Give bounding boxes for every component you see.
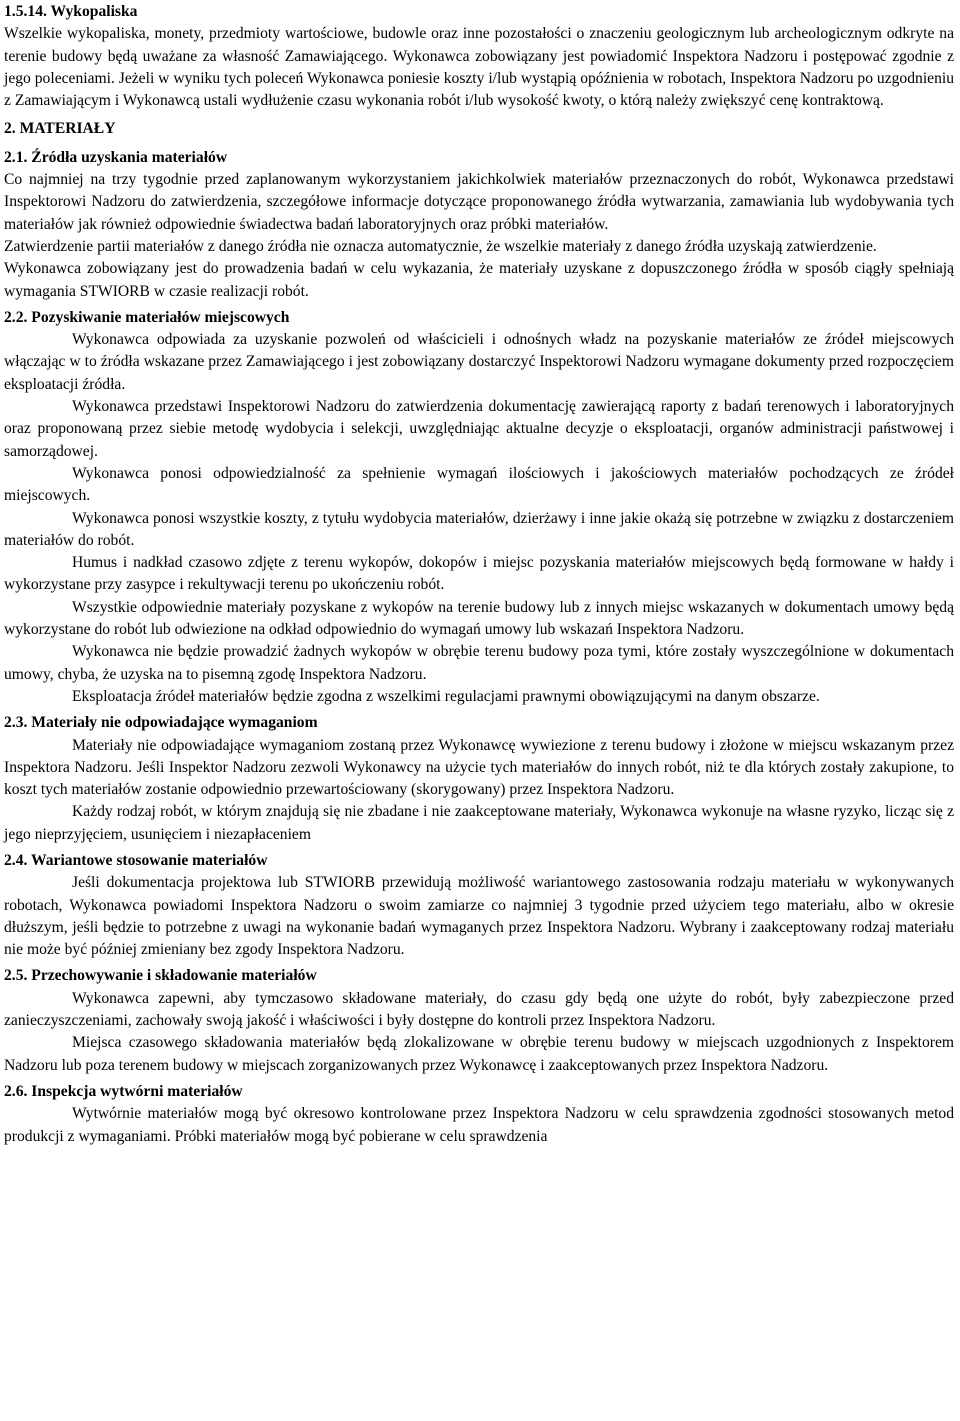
paragraph: Materiały nie odpowiadające wymaganiom zostaną przez Wykonawcę wywiezione z terenu budowy i złożone w miejscu wskazanym przez Inspektora Nadzoru. Jeśli Inspektor Nadzoru zezwoli Wykonawcy na użycie tych materiałów do innych robót, niż te dla których zostały zakupione, to koszt tych materiałów zostanie odpowiednio przewartościowany (skorygowany) przez Inspektora Nadzoru.: [4, 736, 954, 799]
section-przechowywanie: [4, 965, 954, 1076]
paragraph: Wykonawca ponosi odpowiedzialność za spełnienie wymagań ilościowych i jakościowych materiałów pochodzących ze źródeł miejscowych.: [4, 464, 954, 505]
paragraph: Wykonawca odpowiada za uzyskanie pozwoleń od właścicieli i odnośnych władz na pozyskanie materiałów ze źródeł miejscowych włączając w to źródła wskazane przez Zamawiającego i jest zobowiązany dostarczyć Inspektorowi Nadzoru wymagane dokumenty przed rozpoczęciem eksploatacji źródła.: [4, 331, 954, 393]
section-pozyskiwanie-miejscowych: [4, 307, 954, 708]
paragraph: Wytwórnie materiałów mogą być okresowo kontrolowane przez Inspektora Nadzoru w celu sprawdzenia zgodności stosowanych metod produkcji z wymaganiami. Próbki materiałów mogą być pobierane w celu sprawdzenia: [4, 1105, 954, 1145]
paragraph: Humus i nadkład czasowo zdjęte z terenu wykopów, dokopów i miejsc pozyskania materiałów miejscowych będą formowane w hałdy i wykorzystane przy zasypce i rekultywacji terenu po ukończeniu robót.: [4, 554, 954, 594]
paragraph: Miejsca czasowego składowania materiałów będą zlokalizowane w obrębie terenu budowy w miejscach uzgodnionych z Inspektorem Nadzoru lub poza terenem budowy w miejscach zorganizowanych przez Wykonawcę i zaakceptowanych przez Inspektora Nadzoru.: [4, 1034, 954, 1074]
section-heading: 2.4. Wariantowe stosowanie materiałów: [4, 851, 268, 869]
section-materialy: [4, 118, 954, 140]
paragraph: Wszelkie wykopaliska, monety, przedmioty wartościowe, budowle oraz inne pozostałości o znaczeniu geologicznym lub archeologicznym odkryte na terenie budowy będą uważane za własność Zamawiającego. Wykonawca zobowiązany jest powiadomić Inspektora Nadzoru i postępować zgodnie z jego poleceniami. Jeżeli w wyniku tych poleceń Wykonawca poniesie koszty i/lub wystąpią opóźnienia w robotach, Inspektora Nadzoru po uzgodnieniu z Zamawiającym i Wykonawcą ustali wydłużenie czasu wykonania robót i/lub wysokość kwoty, o którą należy zwiększyć cenę kontraktową.: [4, 25, 954, 110]
paragraph: Wykonawca zapewni, aby tymczasowo składowane materiały, do czasu gdy będą one użyte do robót, były zabezpieczone przed zanieczyszczeniami, zachowały swoją jakość i właściwości i były dostępne do kontroli przez Inspektora Nadzoru.: [4, 989, 954, 1030]
section-heading: 2.3. Materiały nie odpowiadające wymaganiom: [4, 714, 318, 732]
paragraph: Jeśli dokumentacja projektowa lub STWIORB przewidują możliwość wariantowego zastosowania rodzaju materiału w wykonywanych robotach, Wykonawca powiadomi Inspektora Nadzoru o swoim zamiarze co najmniej 3 tygodnie przed użyciem tego materiału, albo w okresie dłuższym, jeśli będzie to potrzebne z uwagi na wykonanie badań wymaganych przez Inspektora Nadzoru. Wybrany i zaakceptowany rodzaj materiału nie może być później zmieniany bez zgody Inspektora Nadzoru.: [4, 874, 954, 959]
paragraph: Eksploatacja źródeł materiałów będzie zgodna z wszelkimi regulacjami prawnymi obowiązującymi na danym obszarze.: [72, 687, 820, 705]
section-inspekcja-wytworni: [4, 1081, 954, 1148]
chapter-heading: 2. MATERIAŁY: [4, 120, 116, 138]
paragraph: Każdy rodzaj robót, w którym znajdują się nie zbadane i nie zaakceptowane materiały, Wykonawca wykonuje na własne ryzyko, licząc się z jego nieprzyjęciem, usunięciem i niezapłaceniem: [4, 803, 954, 843]
section-heading: 1.5.14. Wykopaliska: [4, 3, 138, 20]
section-wariantowe-stosowanie: [4, 850, 954, 961]
section-heading: 2.1. Źródła uzyskania materiałów: [4, 148, 228, 166]
paragraph: Co najmniej na trzy tygodnie przed zaplanowanym wykorzystaniem jakichkolwiek materiałów przeznaczonych do robót, Wykonawca przedstawi Inspektorowi Nadzoru do zatwierdzenia, szczegółowe informacje dotyczące proponowanego źródła wytwarzania, zamawiania lub wydobywania tych materiałów jak również odpowiednie świadectwa badań laboratoryjnych oraz próbki materiałów.: [4, 171, 954, 233]
paragraph: Wykonawca ponosi wszystkie koszty, z tytułu wydobycia materiałów, dzierżawy i inne jakie okażą się potrzebne w związku z dostarczeniem materiałów do robót.: [4, 509, 954, 549]
section-heading: 2.5. Przechowywanie i składowanie materiałów: [4, 967, 317, 985]
section-materialy-nieodpowiadajace: [4, 712, 954, 846]
section-zrodla-uzyskania: [4, 147, 954, 303]
paragraph: Wykonawca przedstawi Inspektorowi Nadzoru do zatwierdzenia dokumentację zawierającą raporty z badań terenowych i laboratoryjnych oraz proponowaną przez siebie metodę wydobycia i selekcji, uwzględniając aktualne decyzje o eksploatacji, organów administracji państwowej i samorządowej.: [4, 398, 954, 460]
paragraph: Wykonawca zobowiązany jest do prowadzenia badań w celu wykazania, że materiały uzyskane z dopuszczonego źródła w sposób ciągły spełniają wymagania STWIORB w czasie realizacji robót.: [4, 260, 954, 300]
paragraph: Zatwierdzenie partii materiałów z danego źródła nie oznacza automatycznie, że wszelkie materiały z danego źródła uzyskają zatwierdzenie.: [4, 237, 877, 255]
paragraph: Wszystkie odpowiednie materiały pozyskane z wykopów na terenie budowy lub z innych miejsc wskazanych w dokumentach umowy będą wykorzystane do robót lub odwiezione na odkład odpowiednio do wymagań umowy lub wskazań Inspektora Nadzoru.: [4, 598, 954, 639]
section-heading: 2.6. Inspekcja wytwórni materiałów: [4, 1082, 243, 1100]
paragraph: Wykonawca nie będzie prowadzić żadnych wykopów w obrębie terenu budowy poza tymi, które zostały wyszczególnione w dokumentach umowy, chyba, że uzyska na to pisemną zgodę Inspektora Nadzoru.: [4, 643, 954, 683]
section-wykopaliska: [4, 1, 954, 112]
section-heading: 2.2. Pozyskiwanie materiałów miejscowych: [4, 308, 290, 326]
